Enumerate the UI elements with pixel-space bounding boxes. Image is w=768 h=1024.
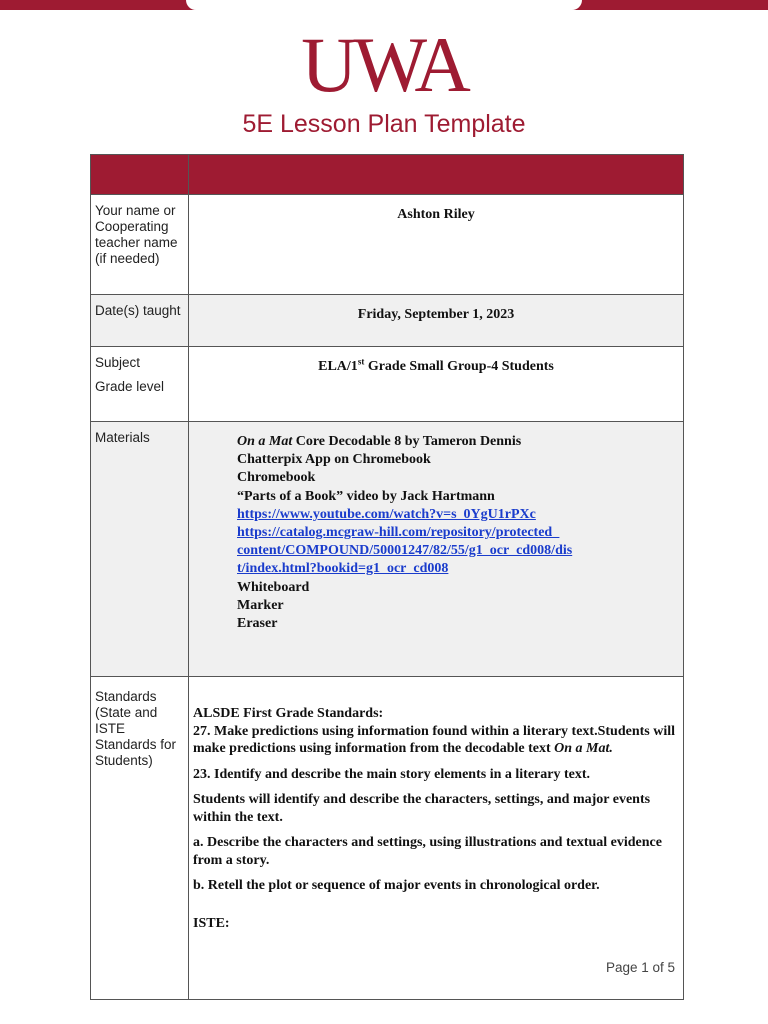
standard-23a: a. Describe the characters and settings, using illustrations and textual evidence from a story. (193, 835, 662, 868)
material-book-author: Core Decodable 8 by Tameron Dennis (292, 434, 522, 449)
table-row-materials (91, 422, 684, 677)
standards-heading: ALSDE First Grade Standards: (193, 706, 384, 721)
material-item (237, 433, 683, 451)
standard-23b: b. Retell the plot or sequence of major events in chronological order. (193, 878, 600, 893)
material-item: Whiteboard (237, 579, 310, 595)
standard-27-text: 27. Make predictions using information found within a literary text.Students will make predictions using information from the decodable text (193, 723, 675, 756)
standard-27-title: On a Mat. (554, 741, 613, 756)
material-book-title: On a Mat (237, 434, 293, 449)
page-title: 5E Lesson Plan Template (242, 110, 526, 138)
subject-value-sup: st (357, 356, 365, 367)
subject-label-cell (91, 347, 189, 422)
name-label: Your name or Cooperating teacher name (if needed) (91, 195, 189, 295)
header-tab (186, 0, 582, 10)
material-item: Marker (237, 597, 284, 613)
date-label: Date(s) taught (91, 295, 189, 347)
uwa-logo: UWA (301, 21, 467, 108)
subject-value (189, 347, 684, 422)
date-value: Friday, September 1, 2023 (189, 295, 684, 347)
standard-23: 23. Identify and describe the main story elements in a literary text. (193, 766, 590, 782)
mcgraw-hill-link-part3[interactable]: t/index.html?bookid=g1_ocr_cd008 (237, 561, 449, 577)
standard-23-detail: Students will identify and describe the characters, settings, and major events within the text. (193, 792, 651, 825)
iste-heading: ISTE: (193, 915, 230, 931)
materials-list (189, 422, 684, 677)
material-item: Eraser (237, 616, 278, 632)
header-cell-left (91, 155, 189, 195)
subject-value-post: Grade Small Group-4 Students (364, 359, 554, 374)
table-row-date (91, 295, 684, 347)
mcgraw-hill-link-part1[interactable]: https://catalog.mcgraw-hill.com/repository/protected_ (237, 525, 560, 541)
material-item: Chromebook (237, 470, 316, 486)
standards-label: Standards (State and ISTE Standards for Students) (91, 677, 189, 1000)
material-item: Chatterpix App on Chromebook (237, 452, 431, 468)
grade-level-label: Grade level (95, 379, 165, 394)
lesson-plan-table (90, 154, 684, 1000)
materials-label: Materials (91, 422, 189, 677)
table-row-subject (91, 347, 684, 422)
header-cell-right (189, 155, 684, 195)
subject-value-pre: ELA/1 (318, 359, 358, 374)
name-value: Ashton Riley (189, 195, 684, 295)
standard-27 (193, 723, 675, 758)
table-row-name (91, 195, 684, 295)
standards-content (189, 677, 684, 1000)
youtube-link[interactable]: https://www.youtube.com/watch?v=s_0YgU1rPXc (237, 506, 536, 522)
table-row-standards (91, 677, 684, 1000)
table-header-row (91, 155, 684, 195)
page-number: Page 1 of 5 (606, 960, 676, 975)
subject-label: Subject (95, 355, 141, 370)
material-item: “Parts of a Book” video by Jack Hartmann (237, 488, 495, 504)
mcgraw-hill-link-part2[interactable]: content/COMPOUND/50001247/82/55/g1_ocr_cd008/dis (237, 543, 573, 559)
